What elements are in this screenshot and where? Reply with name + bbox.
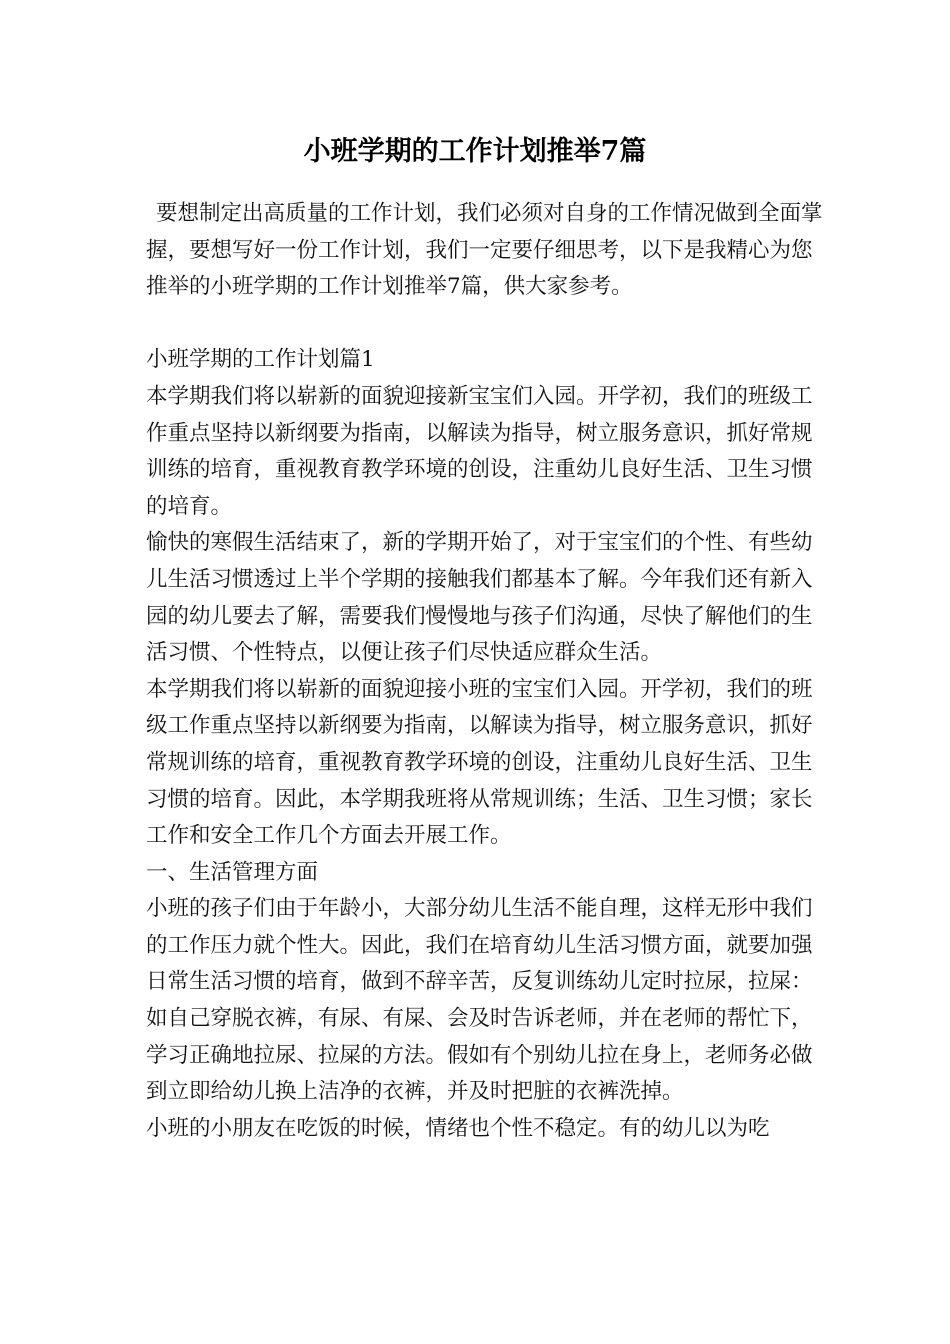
body-paragraph: 小班的小朋友在吃饭的时候，情绪也个性不稳定。有的幼儿以为吃 (146, 1115, 770, 1141)
paragraph-spacer (146, 306, 826, 343)
section-heading: 小班学期的工作计划篇1 (146, 347, 375, 373)
body-paragraph: 小班的孩子们由于年龄小，大部分幼儿生活不能自理，这样无形中我们的工作压力就个性大。因此，我们在培育幼儿生活习惯方面，就要加强日常生活习惯的培育，做到不辞辛苦，反复训练幼儿定时拉尿，拉屎：如自己穿脱衣裤，有尿、有屎、会及时告诉老师，并在老师的帮忙下，学习正确地拉尿、拉屎的方法。假如有个别幼儿拉在身上，老师务必做到立即给幼儿换上洁净的衣裤，并及时把脏的衣裤洗掉。 (146, 896, 813, 1105)
document-body (146, 196, 826, 1147)
intro-paragraph: 要想制定出高质量的工作计划，我们必须对自身的工作情况做到全面掌握，要想写好一份工作计划，我们一定要仔细思考，以下是我精心为您推举的小班学期的工作计划推举7篇，供大家参考。 (146, 201, 823, 300)
body-paragraph: 愉快的寒假生活结束了，新的学期开始了，对于宝宝们的个性、有些幼儿生活习惯透过上半个学期的接触我们都基本了解。今年我们还有新入园的幼儿要去了解，需要我们慢慢地与孩子们沟通，尽快了解他们的生活习惯、个性特点，以便让孩子们尽快适应群众生活。 (146, 530, 813, 666)
body-paragraph: 本学期我们将以崭新的面貌迎接新宝宝们入园。开学初，我们的班级工作重点坚持以新纲要为指南，以解读为指导，树立服务意识，抓好常规训练的培育，重视教育教学环境的创设，注重幼儿良好生活、卫生习惯的培育。 (146, 383, 813, 519)
subsection-heading: 一、生活管理方面 (146, 859, 319, 885)
body-paragraph: 本学期我们将以崭新的面貌迎接小班的宝宝们入园。开学初，我们的班级工作重点坚持以新纲要为指南，以解读为指导，树立服务意识，抓好常规训练的培育，重视教育教学环境的创设，注重幼儿良好生活、卫生习惯的培育。因此，本学期我班将从常规训练；生活、卫生习惯；家长工作和安全工作几个方面去开展工作。 (146, 676, 813, 849)
document-title: 小班学期的工作计划推举7篇 (303, 136, 647, 167)
